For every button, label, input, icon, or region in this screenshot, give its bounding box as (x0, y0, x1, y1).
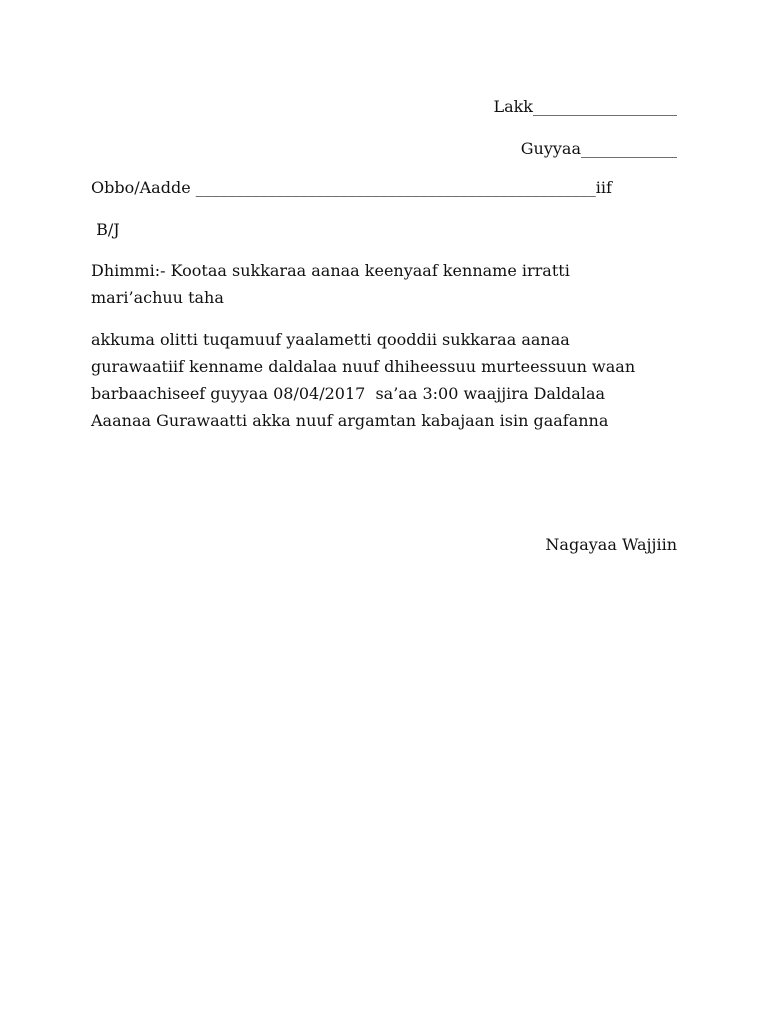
closing-line: Nagayaa Wajjiin (545, 535, 677, 554)
body-line: akkuma olitti tuqamuuf yaalametti qooddii sukkaraa aanaa (91, 330, 570, 349)
addressee-line: Obbo/Aadde __________________________________________________iif (91, 178, 612, 197)
subject-line: mari’achuu taha (91, 288, 224, 307)
reference-number-line: Lakk__________________ (493, 97, 677, 116)
body-line: gurawaatiif kenname daldalaa nuuf dhiheessuu murteessuun waan (91, 357, 636, 376)
date-line: Guyyaa____________ (520, 139, 677, 158)
body-line: Aaanaa Gurawaatti akka nuuf argamtan kabajaan isin gaafanna (91, 411, 609, 430)
body-paragraph (91, 326, 691, 434)
subject-line: Dhimmi:- Kootaa sukkaraa aanaa keenyaaf kenname irratti (91, 261, 570, 280)
subject-paragraph (91, 257, 691, 311)
body-line: barbaachiseef guyyaa 08/04/2017 sa’aa 3:00 waajjira Daldalaa (91, 384, 606, 403)
via-line: B/J (91, 220, 120, 239)
